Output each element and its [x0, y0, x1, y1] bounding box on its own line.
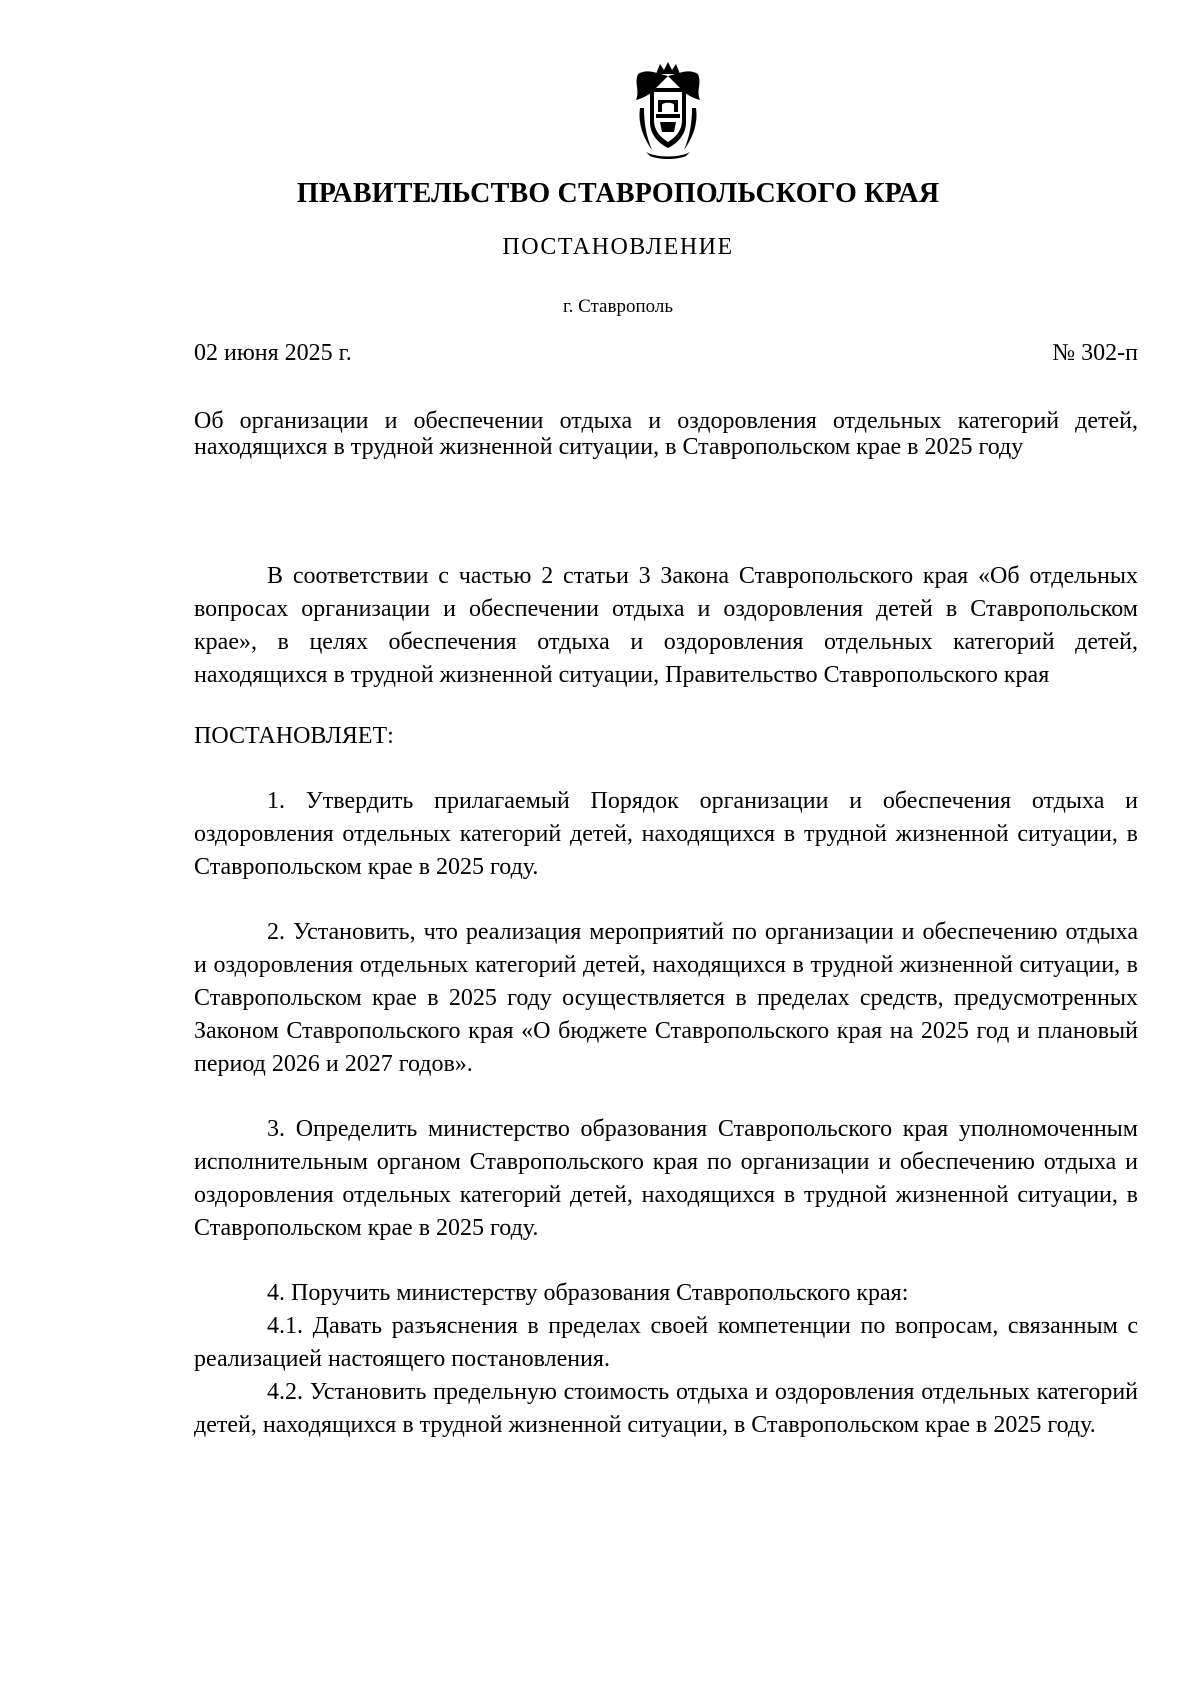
coat-of-arms-icon	[628, 60, 708, 160]
document-heading: Об организации и обеспечении отдыха и оздоровления отдельных категорий детей, находящихся в трудной жизненной ситуации, в Ставропольском крае в 2025 году	[194, 408, 1138, 460]
document-number: № 302-п	[1052, 340, 1138, 366]
organization-title: ПРАВИТЕЛЬСТВО СТАВРОПОЛЬСКОГО КРАЯ	[296, 178, 940, 209]
document-type: ПОСТАНОВЛЕНИЕ	[502, 234, 734, 260]
document-city: г. Ставрополь	[562, 296, 674, 317]
list-item: 4. Поручить министерству образования Ставропольского края:	[267, 1280, 909, 1306]
document-body	[194, 560, 1138, 1442]
resolves-heading: ПОСТАНОВЛЯЕТ:	[194, 723, 394, 749]
list-item: 4.1. Давать разъяснения в пределах своей компетенции по вопросам, связанным с реализацией настоящего постановления.	[194, 1313, 1138, 1372]
list-item: 2. Установить, что реализация мероприятий по организации и обеспечению отдыха и оздоровления отдельных категорий детей, находящихся в трудной жизненной ситуации, в Ставропольском крае в 2025 году осуществляется в пределах средств, предусмотренных Законом Ставропольского края «О бюджете Ставропольского края на 2025 год и плановый период 2026 и 2027 годов».	[194, 919, 1138, 1077]
document-date: 02 июня 2025 г.	[194, 340, 352, 366]
list-item: 3. Определить министерство образования Ставропольского края уполномоченным исполнительным органом Ставропольского края по организации и обеспечению отдыха и оздоровления отдельных категорий детей, находящихся в трудной жизненной ситуации, в Ставропольском крае в 2025 году.	[194, 1116, 1138, 1241]
list-item: 1. Утвердить прилагаемый Порядок организации и обеспечения отдыха и оздоровления отдельных категорий детей, находящихся в трудной жизненной ситуации, в Ставропольском крае в 2025 году.	[194, 788, 1138, 880]
preamble-paragraph: В соответствии с частью 2 статьи 3 Закона Ставропольского края «Об отдельных вопросах организации и обеспечении отдыха и оздоровления детей в Ставропольском крае», в целях обеспечения отдыха и оздоровления отдельных категорий детей, находящихся в трудной жизненной ситуации, Правительство Ставропольского края	[194, 563, 1138, 688]
list-item: 4.2. Установить предельную стоимость отдыха и оздоровления отдельных категорий детей, находящихся в трудной жизненной ситуации, в Ставропольском крае в 2025 году.	[194, 1379, 1138, 1438]
